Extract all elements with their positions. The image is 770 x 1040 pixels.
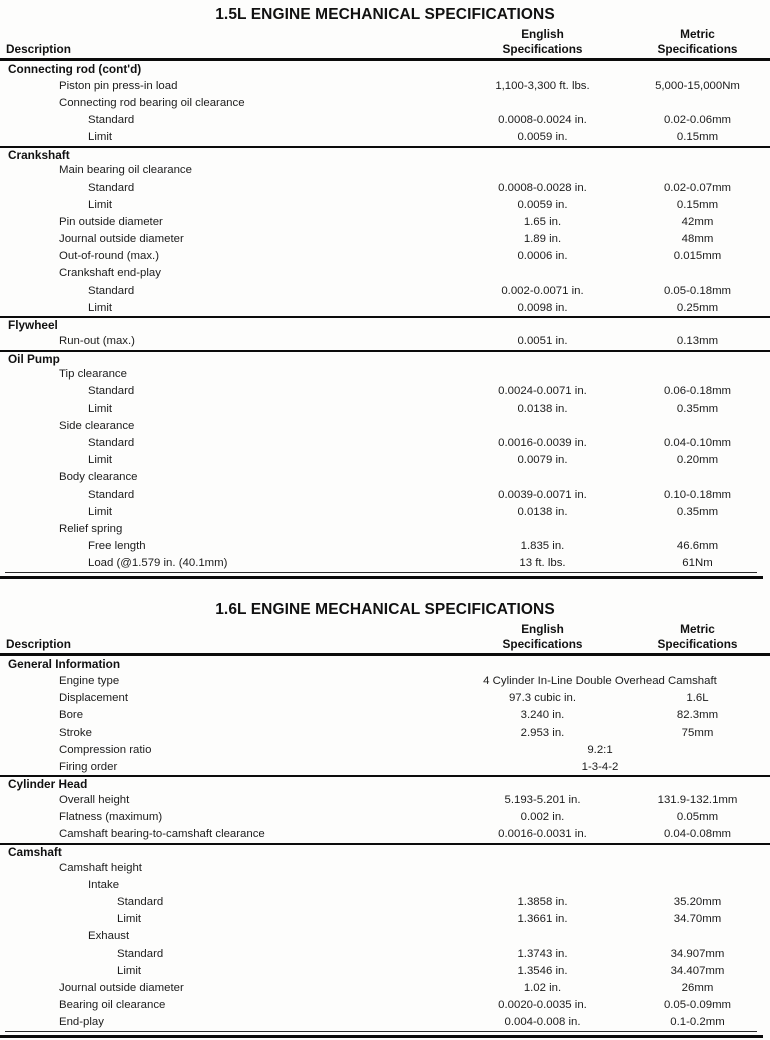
metric-value: 0.04-0.10mm [663, 436, 732, 449]
row-label: Relief spring [59, 522, 123, 535]
row-label: Standard [117, 896, 164, 909]
section-header-label: Camshaft [8, 845, 62, 860]
table-end-rule-thick [0, 1035, 763, 1038]
row-label: Camshaft bearing-to-camshaft clearance [59, 828, 265, 841]
table-row [0, 400, 770, 417]
spec-table-1-6l [0, 601, 770, 1038]
metric-value: 0.25mm [676, 301, 719, 314]
table-row [0, 332, 770, 349]
table-row [0, 469, 770, 486]
table-row [0, 538, 770, 555]
row-label: Standard [88, 488, 135, 501]
table-row [0, 77, 770, 94]
table-header-row [0, 27, 770, 61]
english-value: 0.0051 in. [517, 335, 568, 348]
table-row [0, 282, 770, 299]
metric-value: 0.20mm [676, 454, 719, 467]
metric-value: 0.35mm [676, 505, 719, 518]
english-value: 1.3546 in. [517, 964, 568, 977]
table-row [0, 809, 770, 826]
table-row [0, 248, 770, 265]
metric-value: 34.407mm [670, 964, 725, 977]
table-row [0, 555, 770, 572]
row-label: Exhaust [88, 930, 130, 943]
table-row [0, 196, 770, 213]
table-row [0, 383, 770, 400]
metric-value: 61Nm [682, 557, 713, 570]
table-row [0, 231, 770, 248]
row-label: Engine type [59, 674, 120, 687]
row-label: Standard [88, 436, 135, 449]
metric-value: 0.35mm [676, 402, 719, 415]
english-value: 0.0138 in. [517, 505, 568, 518]
table-body [0, 61, 770, 572]
table-row [0, 707, 770, 724]
section-header-row [0, 146, 770, 162]
metric-value: 0.02-0.07mm [663, 181, 732, 194]
section-header-row [0, 843, 770, 859]
table-row [0, 893, 770, 910]
row-label: Camshaft height [59, 861, 142, 874]
table-row [0, 826, 770, 843]
table-end-rule-thin [5, 572, 757, 573]
table-row [0, 129, 770, 146]
row-label: Firing order [59, 760, 118, 773]
column-header-description: Description [6, 41, 71, 56]
column-header-description: Description [6, 636, 71, 651]
english-value: 0.0138 in. [517, 402, 568, 415]
table-row [0, 265, 770, 282]
english-value: 97.3 cubic in. [508, 692, 577, 705]
english-value: 1.89 in. [523, 233, 562, 246]
table-row [0, 162, 770, 179]
table-row [0, 911, 770, 928]
metric-value: 35.20mm [673, 896, 722, 909]
page-title: 1.5L ENGINE MECHANICAL SPECIFICATIONS [215, 6, 555, 23]
table-row [0, 179, 770, 196]
english-value: 2.953 in. [520, 726, 565, 739]
column-header-english-line1: English [521, 27, 564, 41]
english-value: 0.0016-0.0039 in. [498, 436, 587, 449]
spanning-value: 9.2:1 [587, 743, 613, 756]
english-value: 0.0008-0.0024 in. [498, 113, 587, 126]
row-label: Free length [88, 540, 146, 553]
row-label: Standard [88, 113, 135, 126]
table-row [0, 434, 770, 451]
english-value: 1.3858 in. [517, 896, 568, 909]
row-label: Standard [117, 947, 164, 960]
row-label: Crankshaft end-play [59, 267, 161, 280]
row-label: Run-out (max.) [59, 335, 135, 348]
row-label: Intake [88, 878, 120, 891]
spanning-value: 1-3-4-2 [581, 760, 619, 773]
english-value: 0.0024-0.0071 in. [498, 385, 587, 398]
english-value: 0.0059 in. [517, 131, 568, 144]
row-label: Stroke [59, 726, 92, 739]
row-label: Standard [88, 385, 135, 398]
section-header-label: Crankshaft [8, 147, 70, 162]
table-row [0, 503, 770, 520]
table-row [0, 741, 770, 758]
table-row [0, 299, 770, 316]
metric-value: 0.02-0.06mm [663, 113, 732, 126]
metric-value: 0.05mm [676, 811, 719, 824]
table-row [0, 690, 770, 707]
row-label: Main bearing oil clearance [59, 164, 192, 177]
metric-value: 82.3mm [676, 709, 719, 722]
page-title: 1.6L ENGINE MECHANICAL SPECIFICATIONS [215, 601, 555, 619]
metric-value: 75mm [681, 726, 714, 739]
row-label: Bore [59, 709, 84, 722]
section-header-row [0, 350, 770, 366]
metric-value: 34.70mm [673, 913, 722, 926]
table-row [0, 1014, 770, 1031]
section-header-label: Connecting rod (cont'd) [8, 62, 142, 76]
row-label: Limit [88, 301, 113, 314]
row-label: Body clearance [59, 471, 138, 484]
metric-value: 0.10-0.18mm [663, 488, 732, 501]
metric-value: 0.05-0.09mm [663, 999, 732, 1012]
row-label: Limit [88, 454, 113, 467]
english-value: 1.65 in. [523, 215, 562, 228]
table-row [0, 997, 770, 1014]
section-header-row [0, 61, 770, 77]
english-value: 0.0006 in. [517, 250, 568, 263]
table-row [0, 962, 770, 979]
metric-value: 0.015mm [673, 250, 722, 263]
table-body [0, 656, 770, 1031]
row-label: Load (@1.579 in. (40.1mm) [88, 557, 228, 570]
column-header-english-line1: English [521, 622, 564, 637]
column-header-english [445, 622, 640, 651]
english-value: 1.835 in. [520, 540, 565, 553]
english-value: 1.3661 in. [517, 913, 568, 926]
table-row [0, 859, 770, 876]
table-row [0, 94, 770, 111]
metric-value: 0.15mm [676, 198, 719, 211]
metric-value: 48mm [681, 233, 714, 246]
column-header-metric [640, 27, 755, 56]
row-label: Displacement [59, 692, 129, 705]
spec-table-1-5l [0, 6, 770, 579]
table-row [0, 928, 770, 945]
row-label: Standard [88, 181, 135, 194]
row-label: Piston pin press-in load [59, 79, 178, 92]
english-value: 0.0039-0.0071 in. [498, 488, 587, 501]
column-header-english-line2: Specifications [502, 636, 583, 651]
row-label: Standard [88, 284, 135, 297]
section-header-label: Flywheel [8, 318, 58, 333]
row-label: Overall height [59, 794, 130, 807]
column-header-english [445, 27, 640, 56]
metric-value: 46.6mm [676, 540, 719, 553]
row-label: Pin outside diameter [59, 215, 163, 228]
column-header-metric-line1: Metric [680, 27, 715, 41]
section-header-label: Cylinder Head [8, 777, 88, 792]
english-value: 5.193-5.201 in. [504, 794, 581, 807]
metric-value: 26mm [681, 981, 714, 994]
table-row [0, 111, 770, 128]
english-value: 13 ft. lbs. [519, 557, 566, 570]
row-label: Tip clearance [59, 368, 127, 381]
row-label: Journal outside diameter [59, 981, 184, 994]
english-value: 0.004-0.008 in. [504, 1016, 581, 1029]
row-label: Bearing oil clearance [59, 999, 166, 1012]
row-label: Side clearance [59, 419, 135, 432]
english-value: 0.002 in. [520, 811, 565, 824]
table-row [0, 724, 770, 741]
english-value: 1.02 in. [523, 981, 562, 994]
metric-value: 0.1-0.2mm [670, 1016, 725, 1029]
section-header-label: General Information [8, 657, 121, 672]
row-label: Limit [88, 198, 113, 211]
section-header-row [0, 775, 770, 791]
english-value: 0.0079 in. [517, 454, 568, 467]
metric-value: 0.13mm [676, 335, 719, 348]
metric-value: 0.06-0.18mm [663, 385, 732, 398]
metric-value: 131.9-132.1mm [657, 794, 738, 807]
english-value: 3.240 in. [520, 709, 565, 722]
metric-value: 34.907mm [670, 947, 725, 960]
section-header-row [0, 316, 770, 332]
row-label: Limit [117, 913, 142, 926]
column-header-metric-line2: Specifications [657, 41, 738, 56]
row-label: Compression ratio [59, 743, 152, 756]
column-header-metric-line1: Metric [680, 622, 715, 637]
english-value: 0.0016-0.0031 in. [498, 828, 587, 841]
row-label: Flatness (maximum) [59, 811, 163, 824]
metric-value: 0.05-0.18mm [663, 284, 732, 297]
row-label: Limit [88, 505, 113, 518]
table-row [0, 672, 770, 689]
table-row [0, 945, 770, 962]
spanning-value: 4 Cylinder In-Line Double Overhead Camshaft [483, 674, 717, 687]
table-row [0, 520, 770, 537]
metric-value: 0.04-0.08mm [663, 828, 732, 841]
column-header-english-line2: Specifications [502, 41, 583, 56]
english-value: 0.0020-0.0035 in. [498, 999, 587, 1012]
section-header-label: Oil Pump [8, 351, 60, 366]
row-label: Connecting rod bearing oil clearance [59, 96, 245, 109]
table-row [0, 213, 770, 230]
english-value: 0.0098 in. [517, 301, 568, 314]
english-value: 0.0059 in. [517, 198, 568, 211]
metric-value: 0.15mm [676, 131, 719, 144]
metric-value: 5,000-15,000Nm [655, 79, 740, 92]
metric-value: 42mm [681, 215, 714, 228]
table-row [0, 452, 770, 469]
table-row [0, 366, 770, 383]
row-label: Limit [88, 402, 113, 415]
table-row [0, 417, 770, 434]
row-label: Limit [117, 964, 142, 977]
table-header-row [0, 622, 770, 656]
table-end-rule-thin [5, 1031, 757, 1032]
table-row [0, 979, 770, 996]
row-label: End-play [59, 1016, 104, 1029]
english-value: 1.3743 in. [517, 947, 568, 960]
row-label: Out-of-round (max.) [59, 250, 160, 263]
english-value: 1,100-3,300 ft. lbs. [495, 79, 590, 92]
table-row [0, 486, 770, 503]
english-value: 0.002-0.0071 in. [501, 284, 584, 297]
table-row [0, 791, 770, 808]
metric-value: 1.6L [686, 692, 709, 705]
english-value: 0.0008-0.0028 in. [498, 181, 587, 194]
table-row [0, 876, 770, 893]
section-header-row [0, 656, 770, 672]
table-row [0, 758, 770, 775]
table-gap [0, 579, 770, 601]
row-label: Limit [88, 131, 113, 144]
column-header-metric-line2: Specifications [657, 636, 738, 651]
column-header-metric [640, 622, 755, 651]
row-label: Journal outside diameter [59, 233, 184, 246]
